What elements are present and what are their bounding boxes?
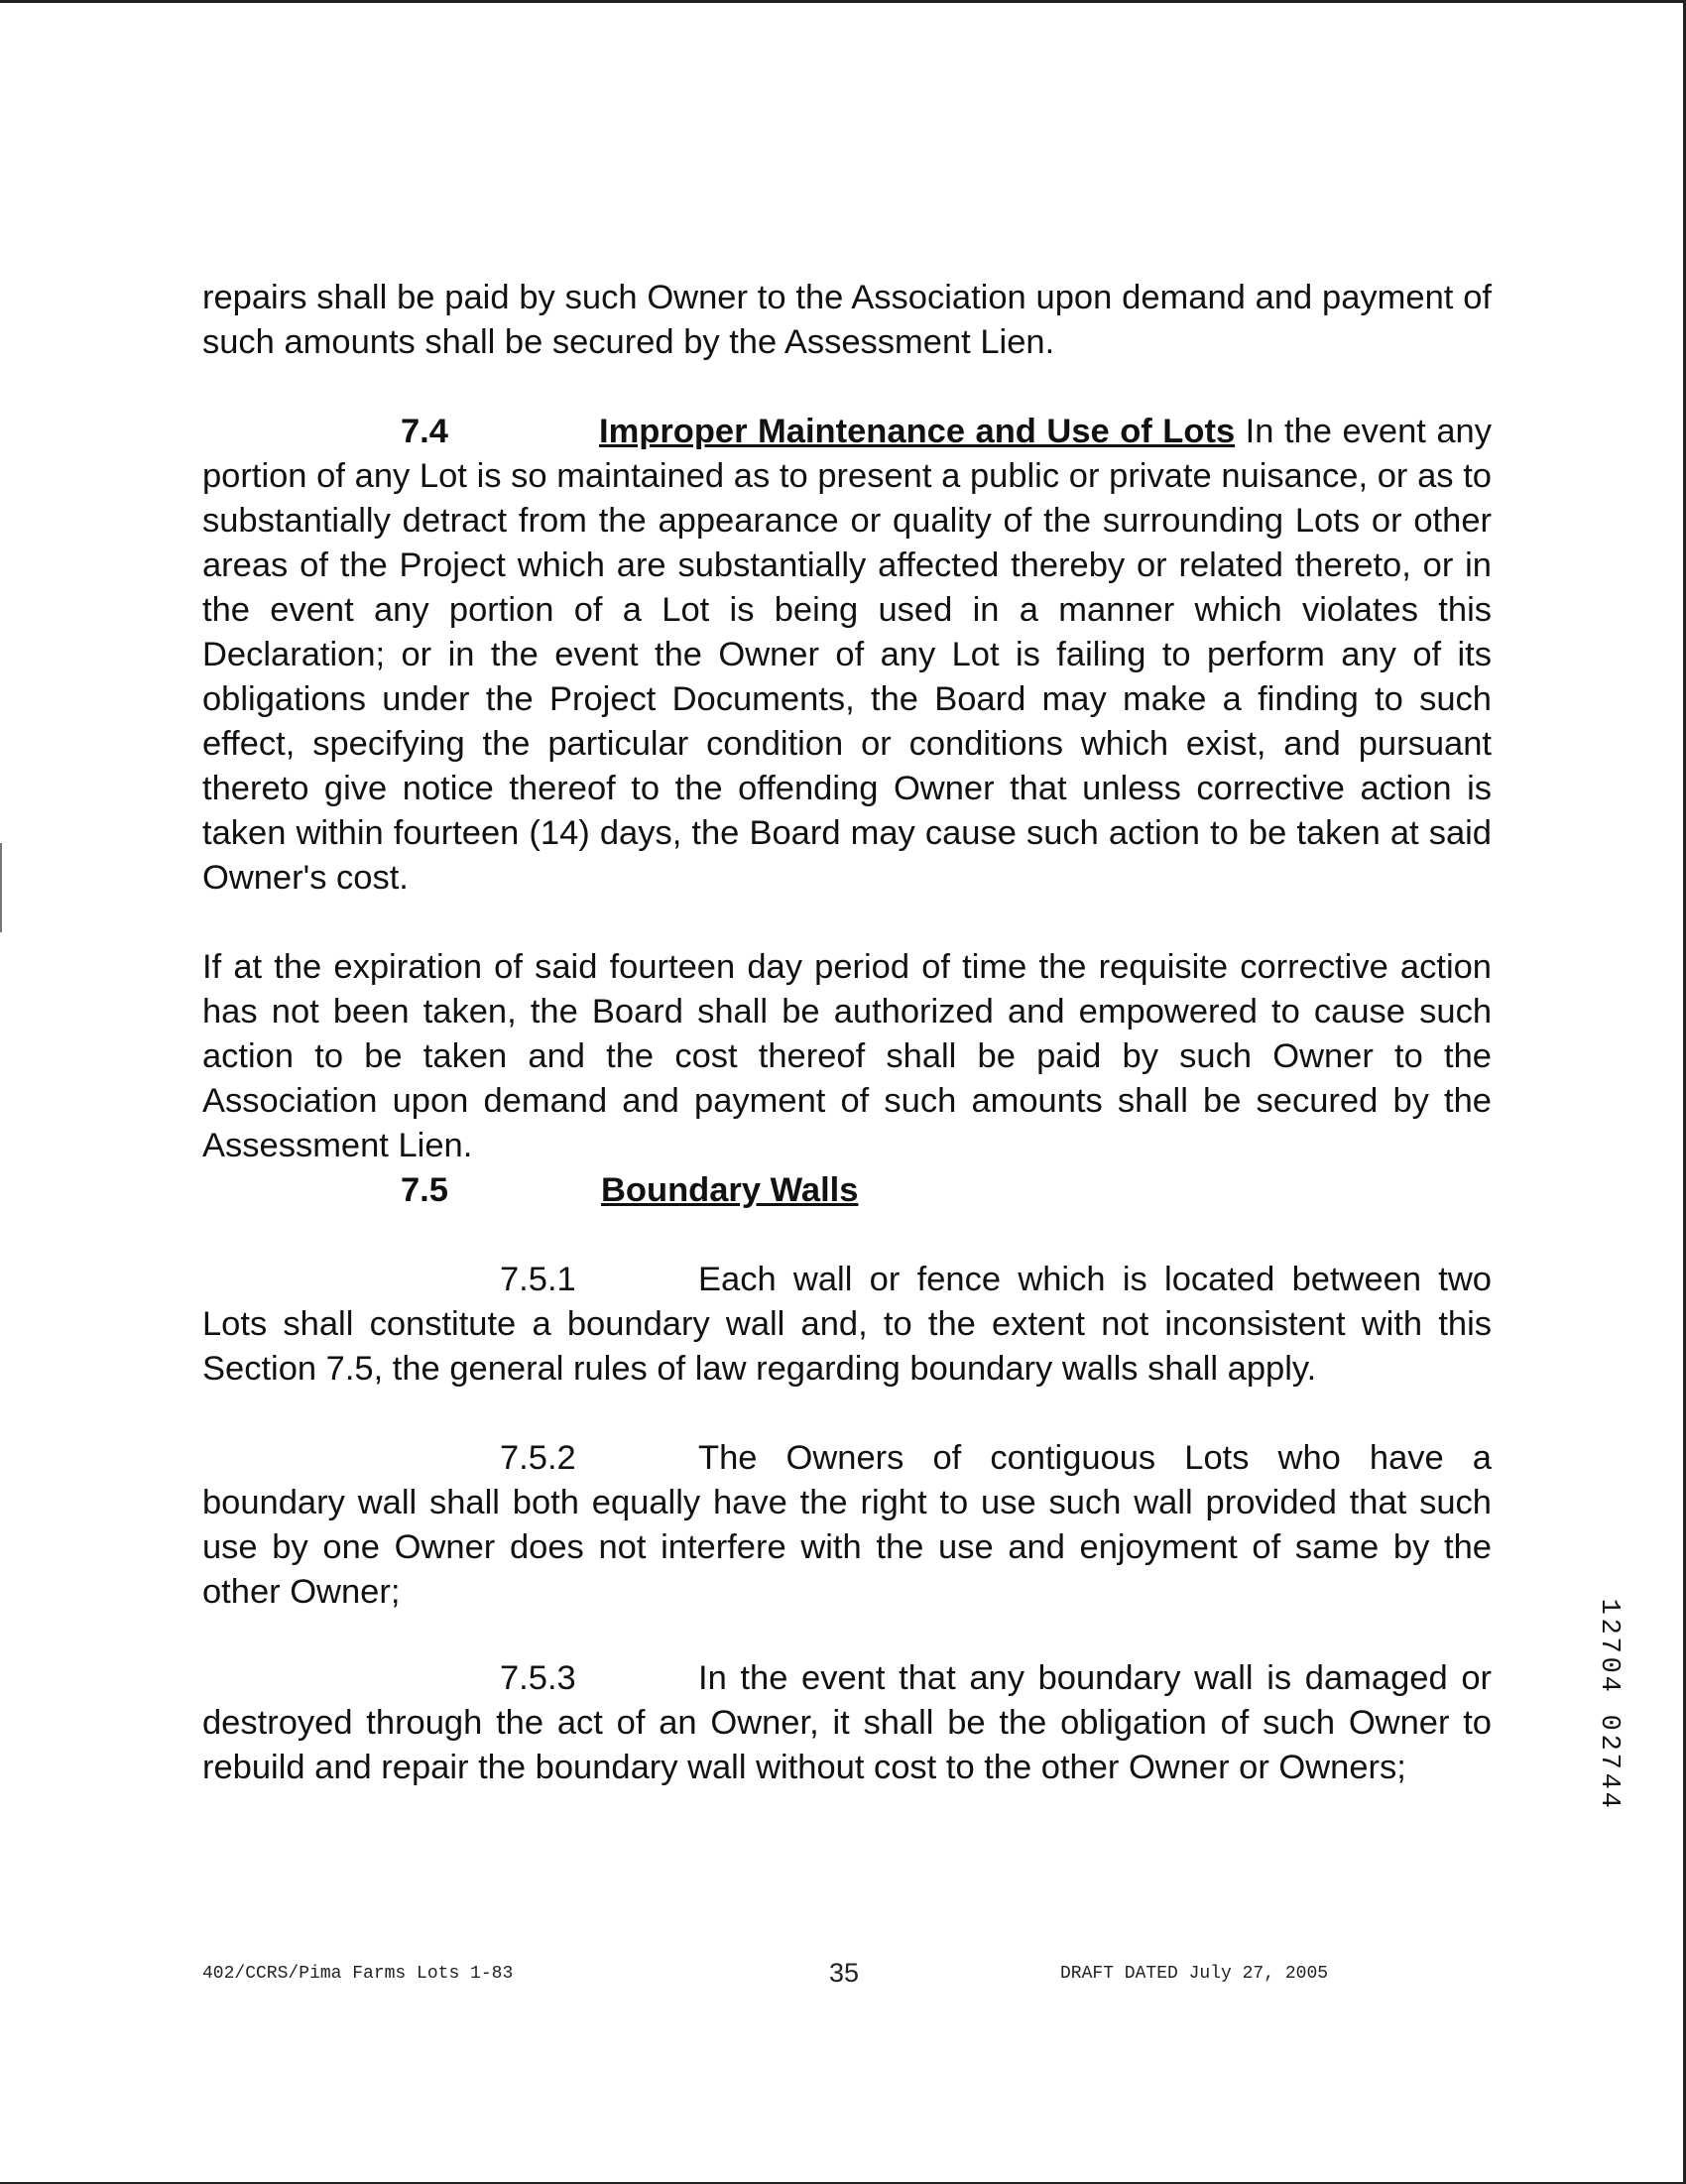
stamp-digit: 4 [1593,1772,1624,1789]
section-7-5-3-number: 7.5.3 [500,1659,576,1697]
footer-document-id: 402/CCRS/Pima Farms Lots 1-83 [202,1964,514,1984]
section-7-4-body: In the event any portion of any Lot is so maintained as to present a public or private nuisance, or as to substantially detract from the appearance or quality of the surrounding Lots or other areas of the Project which are substantially affected thereby or related thereto, or in the event any portion of a Lot is being used in a manner which violates this Declaration; or in the event the Owner of any Lot is failing to perform any of its obligations under the Project Documents, the Board may make a finding to such effect, specifying the particular condition or conditions which exist, and pursuant thereto give notice thereof to the offending Owner that unless corrective action is taken within fourteen (14) days, the Board may cause such action to be taken at said Owner's cost. [202,413,1492,897]
section-7-4-title: Improper Maintenance and Use of Lots [599,413,1236,450]
section-7-5-3 [202,1656,1492,1790]
stamp-digit: 0 [1593,1714,1624,1731]
stamp-digit: 1 [1593,1598,1624,1615]
section-7-5-1-number: 7.5.1 [500,1261,576,1298]
footer-page-number: 35 [829,1958,860,1988]
section-7-5-heading [401,1168,858,1213]
stamp-digit: 4 [1593,1675,1624,1692]
stamp-digit: 2 [1593,1734,1624,1751]
section-7-5-2-number: 7.5.2 [500,1439,576,1477]
paragraph-expiration: If at the expiration of said fourteen day period of time the requisite corrective action has not been taken, the Board shall be authorized and empowered to cause such action to be taken and the cost thereof shall be paid by such Owner to the Association upon demand and payment of such amounts shall be secured by the Assessment Lien. [202,948,1492,1164]
scan-border-top [0,0,1686,3]
section-7-4 [202,410,1492,901]
section-7-5-2 [202,1436,1492,1615]
footer-draft-date: DRAFT DATED July 27, 2005 [1060,1964,1329,1984]
section-7-5-2-body: The Owners of contiguous Lots who have a boundary wall shall both equally have the right to use such wall provided that such use by one Owner does not interfere with the use and enjoyment of same by the other Owner; [202,1439,1492,1611]
section-7-5-1-body: Each wall or fence which is located between two Lots shall constitute a boundary wall and, to the extent not inconsistent with this Section 7.5, the general rules of law regarding boundary walls shall apply. [202,1261,1492,1388]
stamp-digit: 0 [1593,1656,1624,1673]
section-7-4-number: 7.4 [401,413,448,450]
stamp-digit: 7 [1593,1637,1624,1653]
section-7-5-number: 7.5 [401,1171,448,1209]
section-7-5-3-body: In the event that any boundary wall is damaged or destroyed through the act of an Owner, it shall be the obligation of such Owner to rebuild and repair the boundary wall without cost to the other Owner or Owners; [202,1659,1492,1786]
paragraph-continuation: repairs shall be paid by such Owner to the Association upon demand and payment of such amounts shall be secured by the Assessment Lien. [202,279,1492,361]
section-7-5-1 [202,1258,1492,1392]
recording-stamp [1593,1597,1623,1810]
stamp-digit: 4 [1593,1791,1624,1808]
stamp-digit: 7 [1593,1753,1624,1769]
stamp-digit: 2 [1593,1618,1624,1635]
section-7-5-title: Boundary Walls [601,1171,859,1209]
scan-edge-mark [0,843,2,932]
